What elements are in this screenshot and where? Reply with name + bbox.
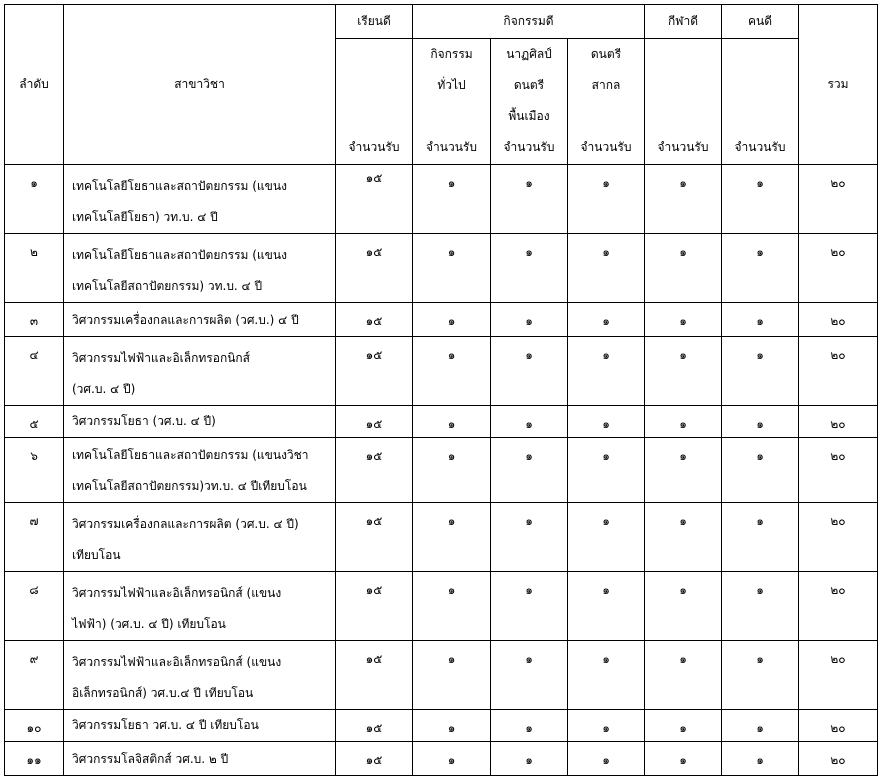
music-cell: ๑ bbox=[568, 503, 645, 572]
academic-cell: ๑๕ bbox=[336, 641, 413, 710]
program-line: วิศวกรรมโลจิสติกส์ วศ.บ. ๒ ปี bbox=[72, 752, 229, 766]
program-line: วิศวกรรมโยธา (วศ.บ. ๔ ปี) bbox=[72, 414, 216, 428]
sport-cell: ๑ bbox=[645, 406, 722, 438]
sport-cell: ๑ bbox=[645, 742, 722, 776]
total-cell: ๒๐ bbox=[799, 337, 878, 406]
quota-label: จำนวนรับ bbox=[426, 140, 477, 154]
good-cell: ๑ bbox=[722, 234, 799, 303]
music-cell: ๑ bbox=[568, 234, 645, 303]
activity-general-line: ทั่วไป bbox=[437, 78, 466, 92]
academic-cell: ๑๕ bbox=[336, 572, 413, 641]
order-cell: ๕ bbox=[5, 406, 64, 438]
total-cell: ๒๐ bbox=[799, 303, 878, 337]
activity-music-subheader bbox=[568, 39, 645, 165]
total-cell: ๒๐ bbox=[799, 438, 878, 503]
academic-cell: ๑๕ bbox=[336, 438, 413, 503]
table-row bbox=[5, 572, 878, 641]
general-cell: ๑ bbox=[413, 234, 491, 303]
program-line: ไฟฟ้า) (วศ.บ. ๔ ปี) เทียบโอน bbox=[72, 617, 226, 631]
table-row bbox=[5, 641, 878, 710]
good-cell: ๑ bbox=[722, 303, 799, 337]
quota-label: จำนวนรับ bbox=[348, 140, 400, 154]
sport-cell: ๑ bbox=[645, 641, 722, 710]
program-line: วิศวกรรมไฟฟ้าและอิเล็กทรอกนิกส์ bbox=[72, 351, 251, 365]
sport-cell: ๑ bbox=[645, 337, 722, 406]
program-line: เทคโนโลยีโยธาและสถาปัตยกรรม (แขนง bbox=[72, 179, 287, 193]
academic-cell: ๑๕ bbox=[336, 406, 413, 438]
music-cell: ๑ bbox=[568, 438, 645, 503]
dance-cell: ๑ bbox=[491, 438, 568, 503]
music-cell: ๑ bbox=[568, 303, 645, 337]
music-cell: ๑ bbox=[568, 165, 645, 234]
activity-music-line: ดนตรี bbox=[590, 47, 622, 61]
program-cell bbox=[64, 303, 336, 337]
program-line: เทคโนโลยีโยธาและสถาปัตยกรรม (แขนง bbox=[72, 248, 287, 262]
program-line: เทียบโอน bbox=[72, 548, 121, 562]
total-cell: ๒๐ bbox=[799, 572, 878, 641]
activity-dance-subheader bbox=[491, 39, 568, 165]
table-row bbox=[5, 337, 878, 406]
program-cell bbox=[64, 572, 336, 641]
order-cell: ๙ bbox=[5, 641, 64, 710]
good-cell: ๑ bbox=[722, 503, 799, 572]
activity-general-subheader bbox=[413, 39, 491, 165]
dance-cell: ๑ bbox=[491, 337, 568, 406]
academic-cell: ๑๕ bbox=[336, 742, 413, 776]
quota-label: จำนวนรับ bbox=[503, 140, 555, 154]
program-cell bbox=[64, 710, 336, 742]
program-line: เทคโนโลยีโยธาและสถาปัตยกรรม (แขนงวิชา bbox=[72, 448, 309, 462]
good-cell: ๑ bbox=[722, 438, 799, 503]
good-cell: ๑ bbox=[722, 641, 799, 710]
dance-cell: ๑ bbox=[491, 572, 568, 641]
good-cell: ๑ bbox=[722, 742, 799, 776]
sport-cell: ๑ bbox=[645, 303, 722, 337]
activity-dance-line: ดนตรี bbox=[513, 78, 545, 92]
order-cell: ๖ bbox=[5, 438, 64, 503]
quota-label: จำนวนรับ bbox=[580, 140, 632, 154]
table-row bbox=[5, 406, 878, 438]
general-cell: ๑ bbox=[413, 165, 491, 234]
program-line: วิศวกรรมเครื่องกลและการผลิต (วศ.บ. ๔ ปี) bbox=[72, 517, 299, 531]
total-cell: ๒๐ bbox=[799, 641, 878, 710]
activity-music-line: สากล bbox=[591, 78, 621, 92]
program-cell bbox=[64, 641, 336, 710]
sport-cell: ๑ bbox=[645, 438, 722, 503]
program-line: (วศ.บ. ๔ ปี) bbox=[72, 382, 136, 396]
program-cell bbox=[64, 406, 336, 438]
general-cell: ๑ bbox=[413, 406, 491, 438]
music-cell: ๑ bbox=[568, 641, 645, 710]
sport-cell: ๑ bbox=[645, 503, 722, 572]
dance-cell: ๑ bbox=[491, 303, 568, 337]
dance-cell: ๑ bbox=[491, 503, 568, 572]
general-cell: ๑ bbox=[413, 572, 491, 641]
sport-header: กีฬาดี bbox=[645, 5, 722, 39]
order-cell: ๑๐ bbox=[5, 710, 64, 742]
total-cell: ๒๐ bbox=[799, 742, 878, 776]
good-cell: ๑ bbox=[722, 165, 799, 234]
total-header: รวม bbox=[799, 5, 878, 165]
general-cell: ๑ bbox=[413, 641, 491, 710]
good-person-subheader bbox=[722, 39, 799, 165]
order-cell: ๓ bbox=[5, 303, 64, 337]
program-line: เทคโนโลยีสถาปัตยกรรม) วท.บ. ๔ ปี bbox=[72, 279, 263, 293]
quota-table bbox=[4, 4, 878, 776]
program-line: เทคโนโลยีสถาปัตยกรรม)วท.บ. ๔ ปีเทียบโอน bbox=[72, 479, 307, 493]
table-row bbox=[5, 234, 878, 303]
good-cell: ๑ bbox=[722, 337, 799, 406]
order-cell: ๑ bbox=[5, 165, 64, 234]
program-cell bbox=[64, 165, 336, 234]
dance-cell: ๑ bbox=[491, 165, 568, 234]
general-cell: ๑ bbox=[413, 710, 491, 742]
order-cell: ๗ bbox=[5, 503, 64, 572]
music-cell: ๑ bbox=[568, 406, 645, 438]
dance-cell: ๑ bbox=[491, 641, 568, 710]
general-cell: ๑ bbox=[413, 303, 491, 337]
music-cell: ๑ bbox=[568, 710, 645, 742]
program-line: เทคโนโลยีโยธา) วท.บ. ๔ ปี bbox=[72, 210, 218, 224]
sport-cell: ๑ bbox=[645, 710, 722, 742]
total-cell: ๒๐ bbox=[799, 503, 878, 572]
program-cell bbox=[64, 438, 336, 503]
table-row bbox=[5, 165, 878, 234]
sport-cell: ๑ bbox=[645, 234, 722, 303]
total-cell: ๒๐ bbox=[799, 165, 878, 234]
academic-cell: ๑๕ bbox=[336, 234, 413, 303]
music-cell: ๑ bbox=[568, 742, 645, 776]
academic-cell: ๑๕ bbox=[336, 165, 413, 234]
table-row bbox=[5, 503, 878, 572]
good-cell: ๑ bbox=[722, 406, 799, 438]
table-row bbox=[5, 303, 878, 337]
music-cell: ๑ bbox=[568, 572, 645, 641]
good-cell: ๑ bbox=[722, 572, 799, 641]
table-body bbox=[5, 165, 878, 776]
order-header: ลำดับ bbox=[5, 5, 64, 165]
program-cell bbox=[64, 337, 336, 406]
program-line: วิศวกรรมโยธา วศ.บ. ๔ ปี เทียบโอน bbox=[72, 718, 259, 732]
sport-cell: ๑ bbox=[645, 165, 722, 234]
program-line: วิศวกรรมไฟฟ้าและอิเล็กทรอนิกส์ (แขนง bbox=[72, 586, 282, 600]
table-row bbox=[5, 710, 878, 742]
general-cell: ๑ bbox=[413, 503, 491, 572]
table-row bbox=[5, 438, 878, 503]
quota-label: จำนวนรับ bbox=[657, 140, 709, 154]
sport-cell: ๑ bbox=[645, 572, 722, 641]
general-cell: ๑ bbox=[413, 438, 491, 503]
total-cell: ๒๐ bbox=[799, 710, 878, 742]
program-header: สาขาวิชา bbox=[64, 5, 336, 165]
dance-cell: ๑ bbox=[491, 710, 568, 742]
program-cell bbox=[64, 503, 336, 572]
academic-header: เรียนดี bbox=[336, 5, 413, 39]
total-cell: ๒๐ bbox=[799, 406, 878, 438]
program-line: วิศวกรรมไฟฟ้าและอิเล็กทรอนิกส์ (แขนง bbox=[72, 655, 282, 669]
total-cell: ๒๐ bbox=[799, 234, 878, 303]
order-cell: ๒ bbox=[5, 234, 64, 303]
program-line: อิเล็กทรอนิกส์) วศ.บ.๔ ปี เทียบโอน bbox=[72, 686, 254, 700]
activity-header: กิจกรรมดี bbox=[413, 5, 645, 39]
academic-subheader bbox=[336, 39, 413, 165]
general-cell: ๑ bbox=[413, 337, 491, 406]
activity-dance-line: พื้นเมือง bbox=[508, 109, 550, 123]
dance-cell: ๑ bbox=[491, 406, 568, 438]
good-person-header: คนดี bbox=[722, 5, 799, 39]
dance-cell: ๑ bbox=[491, 234, 568, 303]
academic-cell: ๑๕ bbox=[336, 710, 413, 742]
academic-cell: ๑๕ bbox=[336, 303, 413, 337]
order-cell: ๑๑ bbox=[5, 742, 64, 776]
quota-label: จำนวนรับ bbox=[734, 140, 786, 154]
program-cell bbox=[64, 234, 336, 303]
activity-dance-line: นาฏศิลป์ bbox=[506, 47, 552, 61]
sport-subheader bbox=[645, 39, 722, 165]
activity-general-line: กิจกรรม bbox=[430, 47, 473, 61]
academic-cell: ๑๕ bbox=[336, 337, 413, 406]
program-line: วิศวกรรมเครื่องกลและการผลิต (วศ.บ.) ๔ ปี bbox=[72, 313, 299, 327]
good-cell: ๑ bbox=[722, 710, 799, 742]
music-cell: ๑ bbox=[568, 337, 645, 406]
academic-cell: ๑๕ bbox=[336, 503, 413, 572]
order-cell: ๔ bbox=[5, 337, 64, 406]
dance-cell: ๑ bbox=[491, 742, 568, 776]
general-cell: ๑ bbox=[413, 742, 491, 776]
order-cell: ๘ bbox=[5, 572, 64, 641]
